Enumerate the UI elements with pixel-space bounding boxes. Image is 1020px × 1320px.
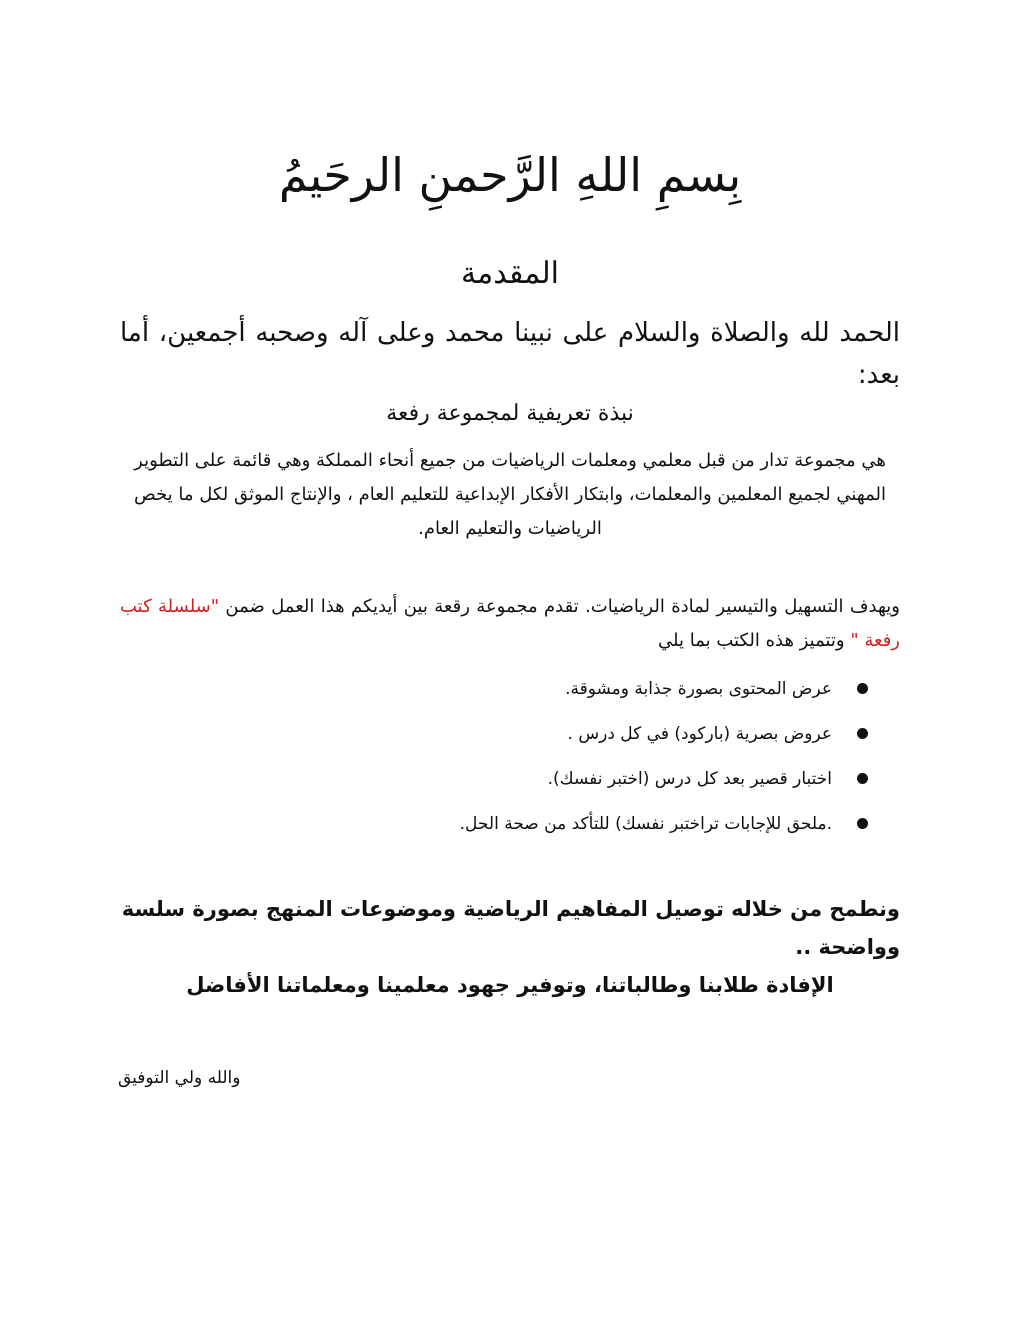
bullet-icon xyxy=(857,683,868,694)
bullet-icon xyxy=(857,728,868,739)
signoff: والله ولي التوفيق xyxy=(118,1068,241,1088)
basmala-heading: بِسمِ اللهِ الرَّحمنِ الرحَيمُ xyxy=(278,148,742,202)
list-item xyxy=(150,672,870,706)
purpose-text: ويهدف التسهيل والتيسير لمادة الرياضيات. تقدم مجموعة رقعة بين أيديكم هذا العمل ضمن xyxy=(225,596,900,617)
feature-text: عرض المحتوى بصورة جذابة ومشوقة. xyxy=(565,679,832,699)
feature-text: اختبار قصير بعد كل درس (اختبر نفسك). xyxy=(547,769,832,789)
closing-line-2: الإفادة طلابنا وطالباتنا، وتوفير جهود معلمينا ومعلماتنا الأفاضل xyxy=(186,973,834,997)
list-item xyxy=(150,762,870,796)
closing-paragraph xyxy=(120,890,900,1004)
series-name: "سلسلة كتب رفعة " xyxy=(120,596,900,651)
closing-line-1: ونطمح من خلاله توصيل المفاهيم الرياضية وموضوعات المنهج بصورة سلسة وواضحة .. xyxy=(121,897,900,959)
list-item xyxy=(150,717,870,751)
feature-text: .ملحق للإجابات تراختبر نفسك) للتأكد من صحة الحل. xyxy=(459,814,832,834)
purpose-paragraph xyxy=(120,590,900,658)
bullet-icon xyxy=(857,773,868,784)
bullet-icon xyxy=(857,818,868,829)
list-item xyxy=(150,807,870,841)
purpose-tail: وتتميز هذه الكتب بما يلي xyxy=(658,630,845,651)
intro-paragraph: هي مجموعة تدار من قبل معلمي ومعلمات الرياضيات من جميع أنحاء المملكة وهي قائمة على التطوير المهني لجميع المعلمين والمعلمات، وابتكار الأفكار الإبداعية للتعليم العام ، والإنتاج الموثق لكل ما يخص الرياضيات والتعليم العام. xyxy=(133,450,887,539)
page-title: المقدمة xyxy=(461,256,559,291)
praise-paragraph: الحمد لله والصلاة والسلام على نبينا محمد وعلى آله وصحبه أجمعين، أما بعد: xyxy=(120,318,900,390)
section-subtitle: نبذة تعريفية لمجموعة رفعة xyxy=(386,401,634,426)
features-list xyxy=(150,672,870,852)
feature-text: عروض بصرية (باركود) في كل درس . xyxy=(567,724,832,744)
